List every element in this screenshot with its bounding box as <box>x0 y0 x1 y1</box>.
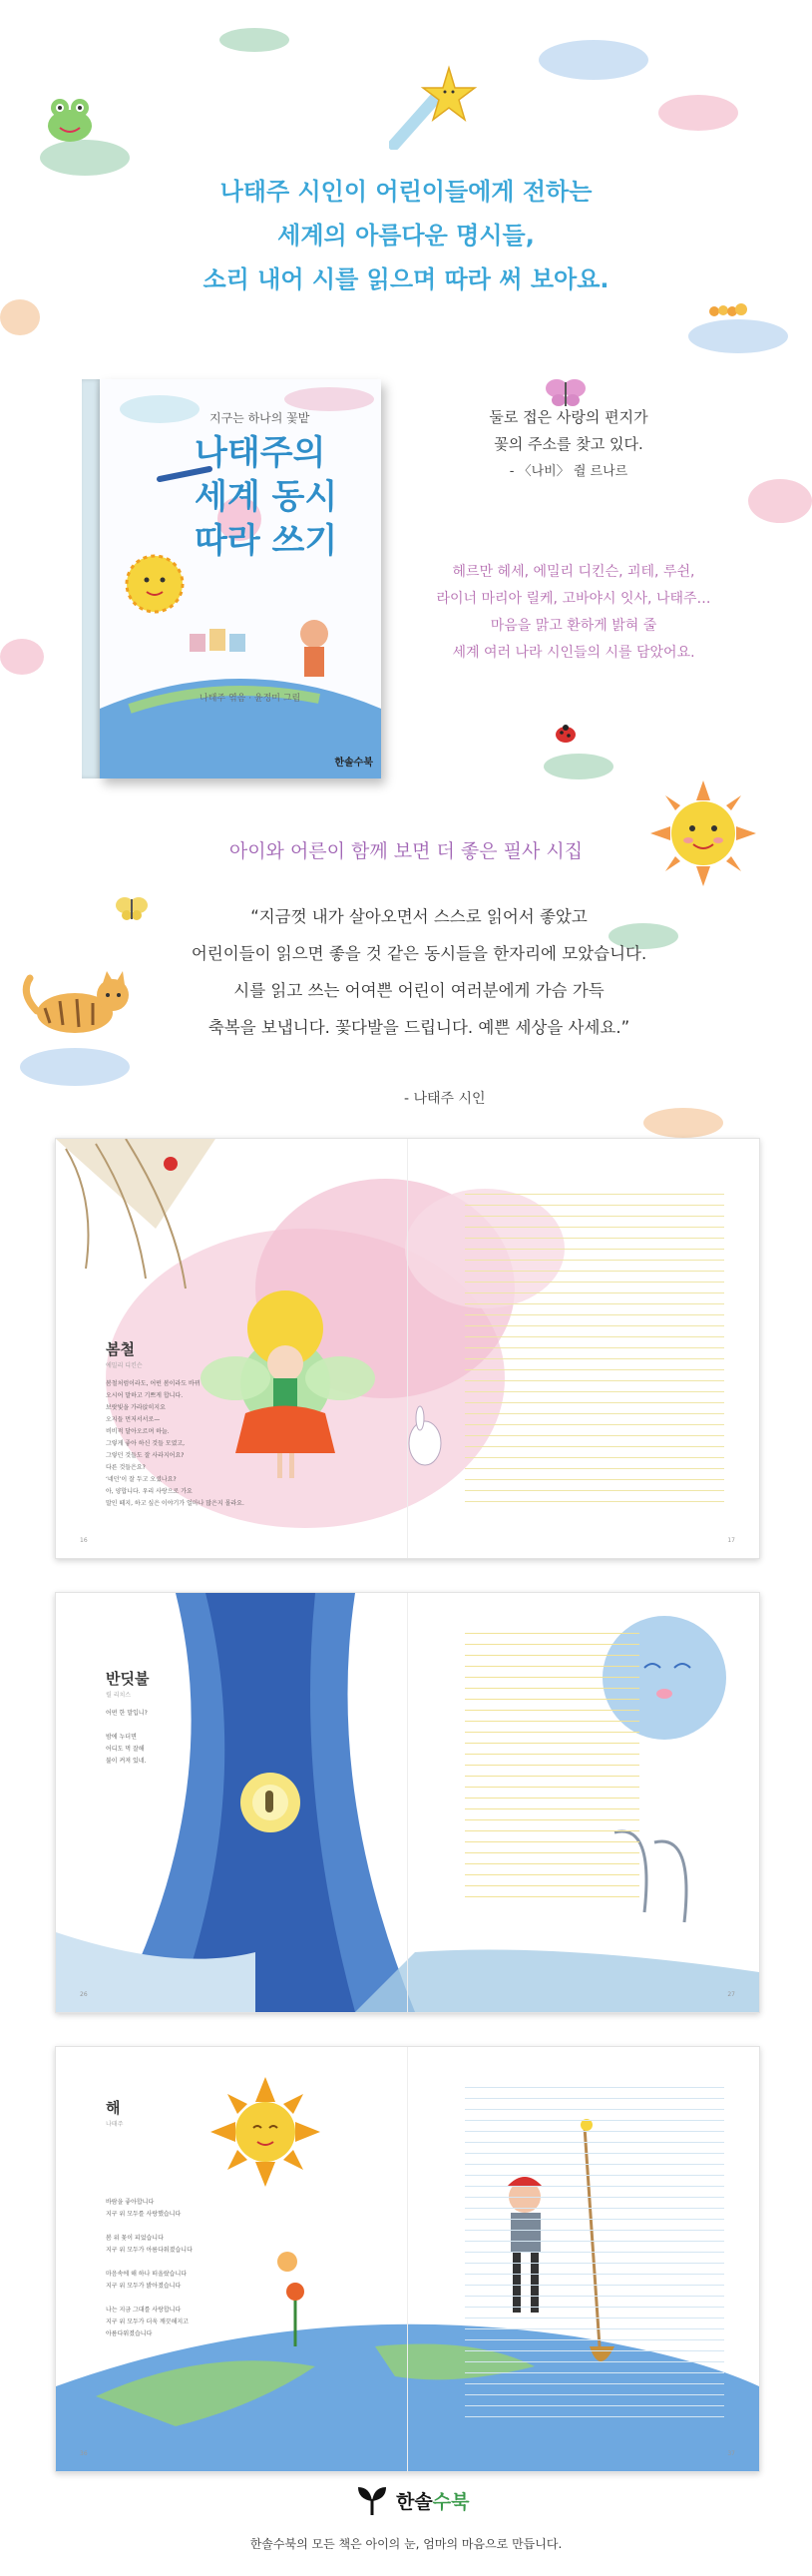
writing-line <box>465 1819 639 1820</box>
page-gutter <box>407 2047 408 2471</box>
writing-line <box>465 1227 724 1228</box>
writing-line <box>465 2274 724 2275</box>
poem-text: 바람을 좋아합니다 지구 위 모두를 사랑했습니다 봄 위 꽃이 피었습니다 지구 위 모두가 아름다워졌습니다 마음속에 해 하나 떠올랐습니다 지구 위 모두가 밝아졌습니다 나는 지금 그대를 사랑합니다 지구 위 모두가 더욱 깨끗해지고 아름다워졌습니다 <box>106 2199 193 2337</box>
poets-line: 세계 여러 나라 시인들의 시를 담았어요. <box>452 645 695 661</box>
writing-line <box>465 2142 724 2143</box>
writing-line <box>465 1776 639 1777</box>
writing-line <box>465 1271 724 1272</box>
headline-line: 소리 내어 시를 읽으며 따라 써 보아요. <box>203 265 609 293</box>
writing-line <box>465 2328 724 2329</box>
writing-line <box>465 2131 724 2132</box>
writing-line <box>465 1787 639 1788</box>
cloud-decoration <box>643 1108 723 1138</box>
logo-accent: 수북 <box>432 2490 470 2513</box>
author-quote-line: 어린이들이 읽으면 좋을 것 같은 동시들을 한자리에 모았습니다. <box>191 944 647 963</box>
writing-line <box>465 2361 724 2362</box>
writing-line <box>465 2109 724 2110</box>
writing-lines <box>465 1194 724 1512</box>
writing-line <box>465 1457 724 1458</box>
poem-author: 릴 리치스 <box>106 1692 132 1699</box>
writing-line <box>465 2241 724 2242</box>
page-number-left: 16 <box>80 1537 88 1544</box>
cloud-decoration <box>658 95 738 131</box>
writing-line <box>465 1194 724 1195</box>
poets-line: 마음을 맑고 환하게 밝혀 줄 <box>490 618 657 634</box>
writing-line <box>465 1874 639 1875</box>
quote-line: 꽃의 주소를 찾고 있다. <box>494 435 643 453</box>
quote-line: 둘로 접은 사랑의 편지가 <box>489 408 648 426</box>
writing-line <box>465 1754 639 1755</box>
intro-headline <box>0 170 812 301</box>
cloud-decoration <box>0 299 40 335</box>
butterfly-illustration <box>115 893 149 927</box>
writing-line <box>465 1380 724 1381</box>
writing-line <box>465 1216 724 1217</box>
writing-line <box>465 2186 724 2187</box>
writing-line <box>465 2285 724 2286</box>
headline-line: 나태주 시인이 어린이들에게 전하는 <box>219 178 593 206</box>
writing-line <box>465 2219 724 2220</box>
book-spread <box>55 1592 760 2013</box>
logo-main: 한솔 <box>396 2490 433 2513</box>
writing-line <box>465 1446 724 1447</box>
cloud-decoration <box>0 639 44 675</box>
writing-line <box>465 1677 639 1678</box>
writing-line <box>465 2296 724 2297</box>
writing-line <box>465 1479 724 1480</box>
writing-line <box>465 2153 724 2154</box>
writing-line <box>465 2416 724 2417</box>
logo-wordmark <box>396 2487 469 2514</box>
poets-list <box>414 559 733 667</box>
frog-illustration <box>38 90 102 152</box>
cloud-decoration <box>539 40 648 80</box>
writing-line <box>465 1655 639 1656</box>
writing-line <box>465 2383 724 2384</box>
writing-line <box>465 2164 724 2165</box>
writing-line <box>465 1699 639 1700</box>
writing-line <box>465 2120 724 2121</box>
poets-line: 헤르만 헤세, 에밀리 디킨슨, 괴테, 루쉰, <box>452 564 695 580</box>
writing-line <box>465 1798 639 1799</box>
writing-lines <box>465 1633 639 1907</box>
writing-line <box>465 1732 639 1733</box>
sprout-logo-icon <box>354 2483 390 2517</box>
writing-line <box>465 1808 639 1809</box>
writing-line <box>465 1292 724 1293</box>
writing-line <box>465 1347 724 1348</box>
poets-line: 라이너 마리아 릴케, 고바야시 잇사, 나태주… <box>436 591 711 607</box>
writing-line <box>465 1721 639 1722</box>
book-spine <box>82 379 100 778</box>
writing-line <box>465 1863 639 1864</box>
writing-line <box>465 1501 724 1502</box>
cloud-decoration <box>748 479 812 523</box>
author-quote-attribution: - 나태주 시인 <box>404 1091 486 1107</box>
writing-line <box>465 1765 639 1766</box>
author-quote-line: “지금껏 내가 살아오면서 스스로 읽어서 좋았고 <box>250 907 588 926</box>
book-publisher: 한솔수북 <box>334 758 373 769</box>
book-subtitle: 지구는 하나의 꽃밭 <box>209 411 310 425</box>
writing-line <box>465 2339 724 2340</box>
writing-line <box>465 1303 724 1304</box>
page-gutter <box>407 1139 408 1558</box>
writing-line <box>465 2197 724 2198</box>
writing-line <box>465 2208 724 2209</box>
writing-lines <box>465 2087 724 2427</box>
writing-line <box>465 1490 724 1491</box>
sun-illustration <box>648 778 758 892</box>
writing-line <box>465 1205 724 1206</box>
writing-line <box>465 2405 724 2406</box>
page-number-right: 17 <box>727 1537 735 1544</box>
page-gutter <box>407 1593 408 2012</box>
writing-line <box>465 1358 724 1359</box>
author-quote <box>150 898 688 1046</box>
author-quote-line: 축복을 보냅니다. 꽃다발을 드립니다. 예쁜 세상을 사세요.” <box>207 1018 630 1037</box>
page-number-left: 36 <box>80 2450 88 2457</box>
writing-line <box>465 1644 639 1645</box>
writing-line <box>465 1314 724 1315</box>
writing-line <box>465 2394 724 2395</box>
quote-attribution: - 〈나비〉 쥘 르나르 <box>509 464 628 479</box>
writing-line <box>465 2087 724 2088</box>
book-title-line: 세계 동시 <box>195 477 338 517</box>
writing-line <box>465 1841 639 1842</box>
section-title: 아이와 어른이 함께 보면 더 좋은 필사 시집 <box>228 840 584 862</box>
writing-line <box>465 1710 639 1711</box>
book-author: 나태주 엮음 · 윤정미 그림 <box>200 694 301 704</box>
writing-line <box>465 2307 724 2308</box>
page-number-left: 26 <box>80 1991 88 1998</box>
writing-line <box>465 1743 639 1744</box>
book-spread <box>55 1138 760 1559</box>
cat-illustration <box>15 953 135 1057</box>
writing-line <box>465 1666 639 1667</box>
author-quote-line: 시를 읽고 쓰는 어여쁜 어린이 여러분에게 가슴 가득 <box>233 981 605 1000</box>
poem-text: 봄철처럼이라도, 어떤 봄이라도 바뀌 오시어 말하고 기쁘게 합니다. 보랏빛을 가라앉히지요 오지들 먼저서서로— 비비적 달아오르며 하늘. 그렇게 좋아 하신 것들 모였고, 그렇던 것들도 잘 사라지어요? 다른 것들은요? ‘네던’이 잘 두고 오셨나요? 아, 양합니다. 우리 사랑으로 가요 말인 떼지, 하고 싶은 이야기가 얼마나 많은지 몰라요. <box>106 1380 244 1507</box>
star-illustration <box>389 60 479 154</box>
writing-line <box>465 1238 724 1239</box>
writing-line <box>465 2252 724 2253</box>
ladybug-illustration <box>554 724 578 748</box>
writing-line <box>465 2263 724 2264</box>
poem-author: 나태주 <box>106 2121 124 2128</box>
writing-line <box>465 1633 639 1634</box>
writing-line <box>465 2098 724 2099</box>
publisher-logo <box>354 2483 469 2517</box>
cloud-decoration <box>219 28 289 52</box>
poem-title: 해 <box>106 2099 121 2117</box>
writing-line <box>465 1260 724 1261</box>
writing-line <box>465 2372 724 2373</box>
book-title-line: 나태주의 <box>195 433 326 473</box>
writing-line <box>465 1402 724 1403</box>
writing-line <box>465 1391 724 1392</box>
writing-line <box>465 1424 724 1425</box>
writing-line <box>465 2175 724 2176</box>
writing-line <box>465 1413 724 1414</box>
footer-tagline: 한솔수북의 모든 책은 아이의 눈, 엄마의 마음으로 만듭니다. <box>249 2537 563 2551</box>
caterpillar-illustration <box>708 299 748 325</box>
writing-line <box>465 1830 639 1831</box>
book-title <box>195 431 337 563</box>
book-cover <box>82 379 381 778</box>
writing-line <box>465 1688 639 1689</box>
cloud-decoration <box>544 754 613 779</box>
butterfly-quote <box>419 404 718 485</box>
poem-text: 어떤 한 말입니? 밤에 누더면 어디도 먹 잘해 불이 켜져 있네. <box>106 1710 148 1765</box>
book-front <box>100 379 381 778</box>
writing-line <box>465 1885 639 1886</box>
poem-title: 봄철 <box>106 1340 135 1358</box>
writing-line <box>465 2350 724 2351</box>
book-title-line: 따라 쓰기 <box>195 521 338 561</box>
writing-line <box>465 1435 724 1436</box>
page-number-right: 27 <box>727 1991 735 1998</box>
headline-line: 세계의 아름다운 명시들, <box>277 222 535 250</box>
writing-line <box>465 1325 724 1326</box>
page-number-right: 37 <box>727 2450 735 2457</box>
writing-line <box>465 1369 724 1370</box>
poem-title: 반딧불 <box>106 1670 150 1688</box>
writing-line <box>465 1852 639 1853</box>
writing-line <box>465 2230 724 2231</box>
book-spread <box>55 2046 760 2472</box>
writing-line <box>465 1249 724 1250</box>
writing-line <box>465 1896 639 1897</box>
poem-author: 에밀리 디킨슨 <box>106 1362 143 1369</box>
writing-line <box>465 1468 724 1469</box>
writing-line <box>465 1282 724 1283</box>
writing-line <box>465 1336 724 1337</box>
